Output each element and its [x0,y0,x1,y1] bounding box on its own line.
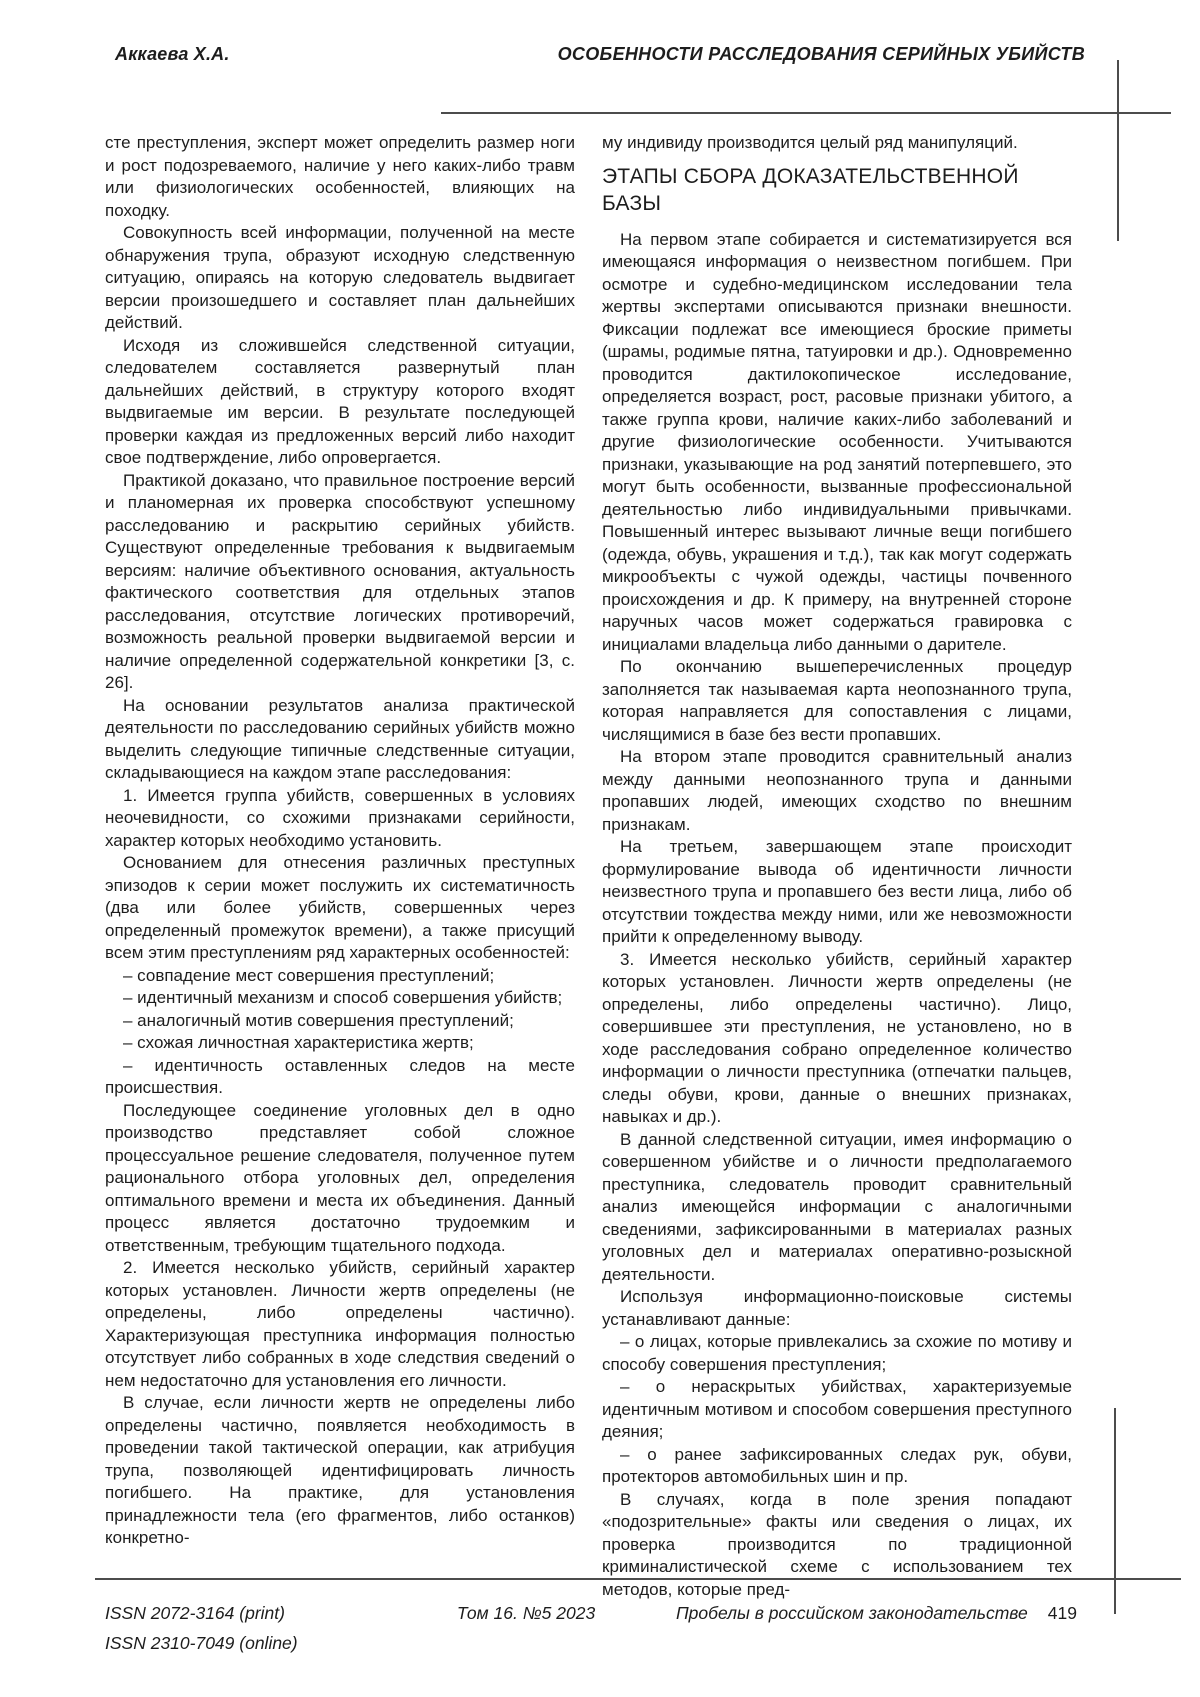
paragraph: – схожая личностная характеристика жертв; [123,1033,474,1052]
paragraph: В случаях, когда в поле зрения попадают «подозрительные» факты или сведения о лицах, их проверка производится по традиционной криминалистической схеме с использованием тех методов, которые пред- [602,1489,1072,1599]
paragraph: Используя информационно-поисковые системы устанавливают данные: [602,1287,1072,1329]
paragraph: му индивиду производится целый ряд манипуляций. [602,133,1018,152]
running-head-title: ОСОБЕННОСТИ РАССЛЕДОВАНИЯ СЕРИЙНЫХ УБИЙСТВ [557,44,1085,64]
journal-name: Пробелы в российском законодательстве [675,1603,1028,1623]
footer-row-1 [105,1598,1077,1628]
paragraph: В данной следственной ситуации, имея информацию о совершенном убийстве и о личности предполагаемого преступника, следователь проводит сравнительный анализ имеющейся информации с аналогичными сведениями, зафиксированными в материалах разных уголовных дел и материалах оперативно-розыскной деятельности. [602,1129,1072,1284]
right-column [602,132,1072,1599]
footer-row-2 [105,1628,1077,1658]
paragraph: По окончанию вышеперечисленных процедур заполняется так называемая карта неопознанного трупа, которая направляется для сопоставления с лицами, числящимися в базе без вести пропавших. [602,657,1072,744]
paragraph: В случае, если личности жертв не определены либо определены частично, появляется необходимость в проведении такой тактической операции, как атрибуция трупа, позволяющей идентифицировать личность погибшего. На практике, для установления принадлежности тела (его фрагментов, либо останков) конкретно- [105,1393,575,1547]
running-head-author: Аккаева Х.А. [115,44,230,64]
paragraph: – о лицах, которые привлекались за схожие по мотиву и способу совершения преступления; [602,1332,1072,1374]
top-right-vertical-rule [1117,60,1119,241]
paragraph: сте преступления, эксперт может определить размер ноги и рост подозреваемого, наличие у него каких-либо травм или физиологических особенностей, влияющих на походку. [105,133,575,220]
paragraph: – аналогичный мотив совершения преступлений; [123,1010,514,1030]
issn-print: ISSN 2072-3164 (print) [105,1603,285,1623]
left-column [105,132,575,1579]
paragraph: На втором этапе проводится сравнительный анализ между данными неопознанного трупа и данными пропавших людей, имеющих сходство по внешним признакам. [602,747,1072,834]
paragraph: На третьем, завершающем этапе происходит формулирование вывода об идентичности личности неизвестного трупа и пропавшего без вести лица, либо об отсутствии тождества между ними, или же невозможности прийти к определенному выводу. [602,837,1072,946]
paragraph: – идентичность оставленных следов на месте происшествия. [105,1055,575,1097]
issn-online: ISSN 2310-7049 (online) [105,1633,298,1653]
paragraph: 1. Имеется группа убийств, совершенных в условиях неочевидности, со схожими признаками серийности, характер которых необходимо установить. [105,785,575,850]
bottom-horizontal-rule [95,1578,1181,1580]
paragraph: Основанием для отнесения различных преступных эпизодов к серии может послужить их систематичность (два или более убийств, совершенных через определенный промежуток времени), а также присущий всем этим преступлениям ряд характерных особенностей: [105,853,575,962]
paragraph: 2. Имеется несколько убийств, серийный характер которых установлен. Личности жертв определены (не определены, либо определены частично). Характеризующая преступника информация полностью отсутствует либо собранных в ходе следствия сведений о нем недостаточно для установления его личности. [105,1258,575,1390]
paragraph: На основании результатов анализа практической деятельности по расследованию серийных убийств можно выделить следующие типичные следственные ситуации, складывающиеся на каждом этапе расследования: [105,695,575,782]
top-horizontal-rule [441,112,1171,114]
paragraph: – о нераскрытых убийствах, характеризуемые идентичным мотивом и способом совершения преступного деяния; [602,1377,1072,1441]
page-number: 419 [1047,1603,1077,1623]
paragraph: – идентичный механизм и способ совершения убийств; [123,988,563,1007]
section-heading: ЭТАПЫ СБОРА ДОКАЗАТЕЛЬСТВЕННОЙ БАЗЫ [602,164,1019,215]
volume-issue: Том 16. №5 2023 [456,1603,596,1623]
page-footer [105,1598,1077,1658]
paragraph: Последующее соединение уголовных дел в одно производство представляет собой сложное процессуальное решение следователя, полученное путем рационального отбора уголовных дел, определения оптимального времени и места их объединения. Данный процесс является достаточно трудоемким и ответственным, требующим тщательного подхода. [105,1100,575,1255]
bottom-right-vertical-rule [1114,1408,1116,1614]
paragraph: 3. Имеется несколько убийств, серийный характер которых установлен. Личности жертв определены (не определены, либо определены частично). Лицо, совершившее эти преступления, не установлено, но в ходе расследования собрано определенное количество информации о личности преступника (отпечатки пальцев, следы обуви, крови, данные о внешних признаках, навыках и др.). [602,949,1072,1126]
paragraph: Совокупность всей информации, полученной на месте обнаружения трупа, образуют исходную следственную ситуацию, опираясь на которую следователь выдвигает версии произошедшего и составляет план дальнейших действий. [105,223,575,332]
paragraph: На первом этапе собирается и систематизируется вся имеющаяся информация о неизвестном погибшем. При осмотре и судебно-медицинском исследовании тела жертвы экспертами описываются признаки внешности. Фиксации подлежат все имеющиеся броские приметы (шрамы, родимые пятна, татуировки и др.). Одновременно проводится дактилокопическое исследование, определяется возраст, рост, расовые признаки убитого, а также группа крови, наличие каких-либо заболеваний и другие физиологические особенности. Учитываются признаки, указывающие на род занятий потерпевшего, это могут быть особенности, вызванные профессиональной деятельностью либо индивидуальными привычками. Повышенный интерес вызывают личные вещи погибшего (одежда, обувь, украшения и т.д.), так как могут содержать микрообъекты с чужой одежды, частицы почвенного происхождения и др. К примеру, на внутренней стороне наручных часов может содержаться гравировка с инициалами владельца либо данными о дарителе. [602,229,1072,654]
journal-name-wrap [617,1598,1077,1628]
paragraph: Практикой доказано, что правильное построение версий и планомерная их проверка способствуют успешному расследованию и раскрытию серийных убийств. Существуют определенные требования к выдвигаемым версиям: наличие объективного основания, актуальность фактического соответствия для отдельных этапов расследования, отсутствие логических противоречий, возможность реальной проверки выдвигаемой версии и наличие определенной содержательной конкретики [3, с. 26]. [105,470,575,692]
paragraph: – о ранее зафиксированных следах рук, обуви, протекторов автомобильных шин и пр. [602,1444,1072,1486]
article-body [105,132,1072,1599]
paragraph: – совпадение мест совершения преступлений; [123,965,495,985]
paragraph: Исходя из сложившейся следственной ситуации, следователем составляется развернутый план дальнейших действий, в структуру которого входят выдвигаемые им версии. В результате последующей проверки каждая из предложенных версий либо находит свое подтверждение, либо опровергается. [105,335,575,467]
